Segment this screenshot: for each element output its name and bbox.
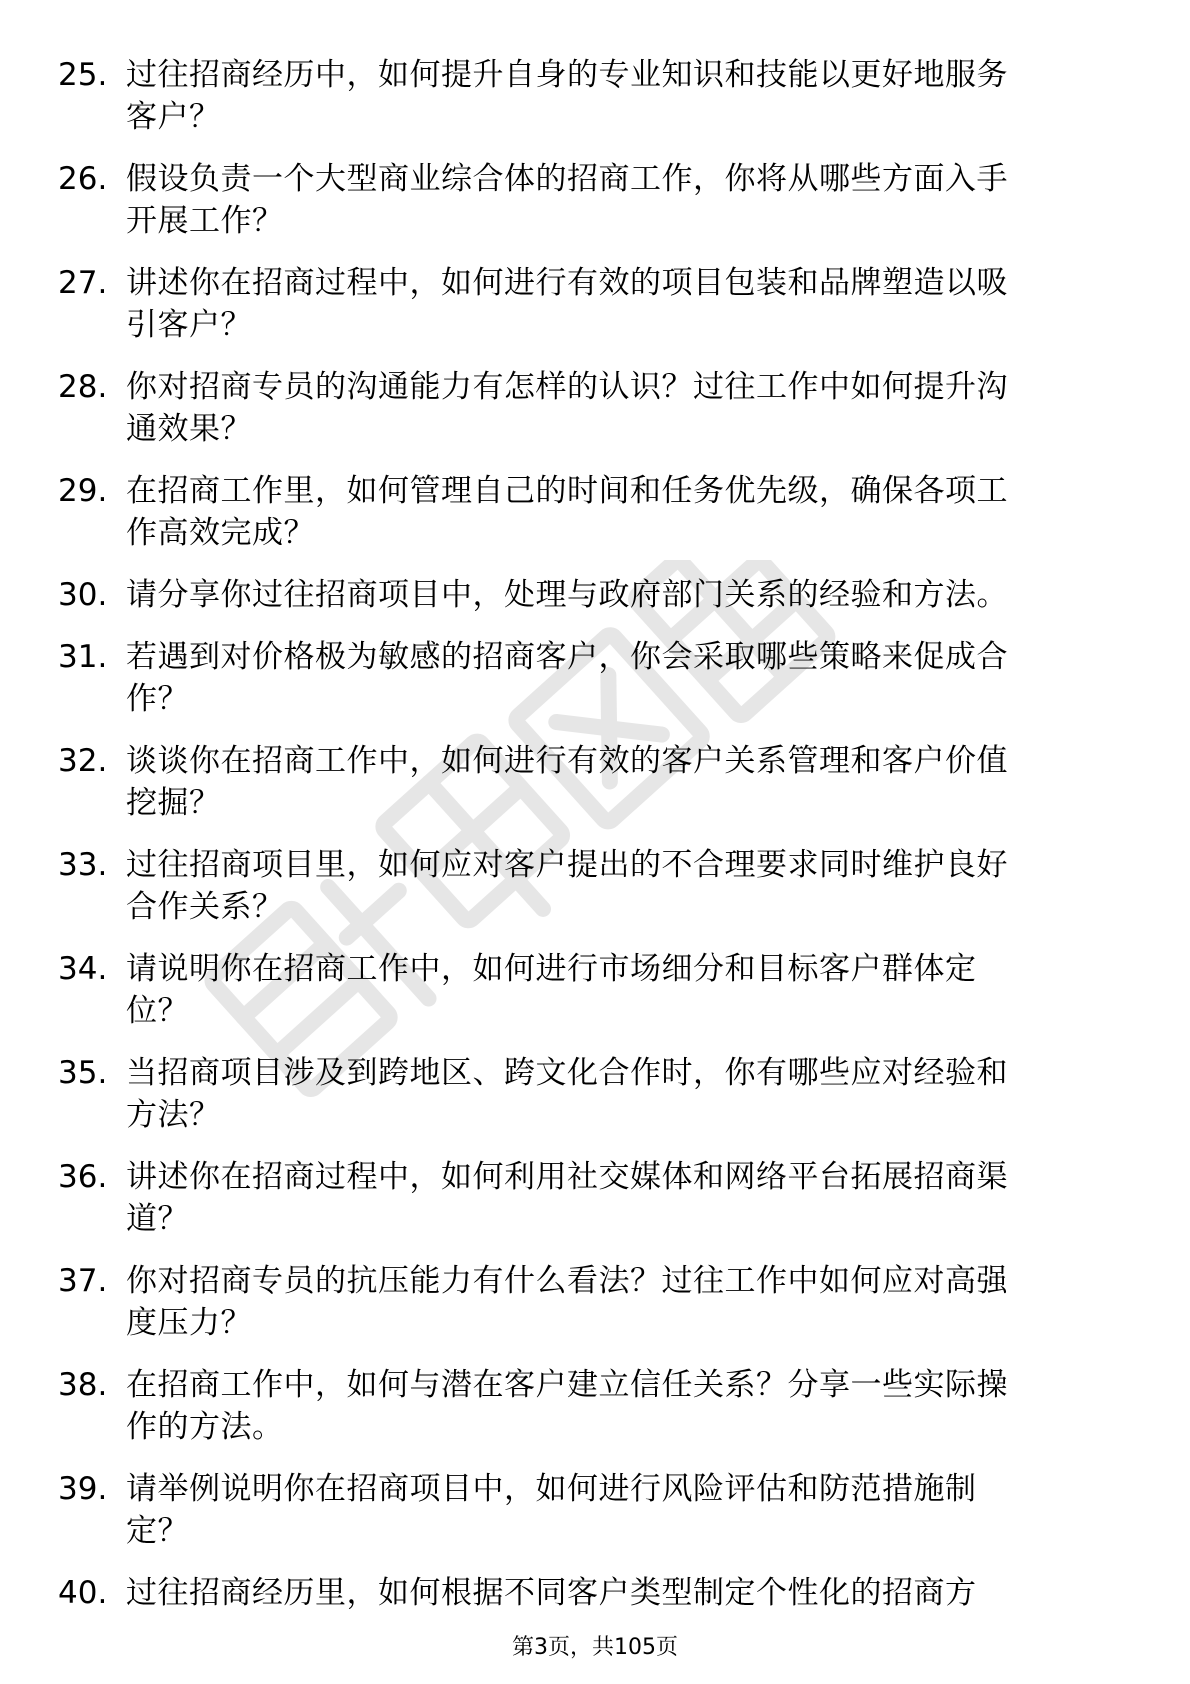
question-text	[126, 636, 1166, 720]
question-number: 40.	[58, 1575, 108, 1611]
question-number: 38.	[58, 1367, 108, 1403]
question-text-line: 位？	[126, 993, 189, 1029]
question-item	[58, 948, 1118, 1052]
question-text	[126, 1260, 1166, 1344]
question-text	[126, 1156, 1166, 1240]
question-item	[58, 1364, 1118, 1468]
question-item	[58, 1468, 1118, 1572]
question-text	[126, 1468, 1166, 1552]
question-text-line: 请举例说明你在招商项目中，如何进行风险评估和防范措施制	[126, 1471, 977, 1507]
question-number: 39.	[58, 1471, 108, 1507]
question-number: 32.	[58, 743, 108, 779]
question-item	[58, 844, 1118, 948]
question-text	[126, 1052, 1166, 1136]
question-text-line: 挖掘？	[126, 785, 221, 821]
question-text-line: 通效果？	[126, 411, 252, 447]
question-item	[58, 1572, 1118, 1634]
question-number: 31.	[58, 639, 108, 675]
question-number: 35.	[58, 1055, 108, 1091]
question-text-line: 在招商工作中，如何与潜在客户建立信任关系？分享一些实际操	[126, 1367, 1008, 1403]
question-text	[126, 262, 1166, 346]
question-item	[58, 1156, 1118, 1260]
question-item	[58, 366, 1118, 470]
question-number: 36.	[58, 1159, 108, 1195]
question-text-line: 过往招商项目里，如何应对客户提出的不合理要求同时维护良好	[126, 847, 1008, 883]
question-text-line: 方法？	[126, 1097, 221, 1133]
question-text-line: 开展工作？	[126, 203, 284, 239]
question-number: 28.	[58, 369, 108, 405]
question-number: 29.	[58, 473, 108, 509]
question-text-line: 假设负责一个大型商业综合体的招商工作，你将从哪些方面入手	[126, 161, 1008, 197]
question-item	[58, 54, 1118, 158]
question-number: 34.	[58, 951, 108, 987]
question-text-line: 引客户？	[126, 307, 252, 343]
question-text	[126, 740, 1166, 824]
question-item	[58, 470, 1118, 574]
question-text-line: 定？	[126, 1513, 189, 1549]
question-text-line: 在招商工作里，如何管理自己的时间和任务优先级，确保各项工	[126, 473, 1008, 509]
question-item	[58, 1260, 1118, 1364]
question-text-line: 谈谈你在招商工作中，如何进行有效的客户关系管理和客户价值	[126, 743, 1008, 779]
question-item	[58, 574, 1118, 636]
question-text-line: 作？	[126, 681, 189, 717]
question-text	[126, 366, 1166, 450]
question-text	[126, 158, 1166, 242]
question-item	[58, 740, 1118, 844]
question-text-line: 请说明你在招商工作中，如何进行市场细分和目标客户群体定	[126, 951, 977, 987]
question-text	[126, 844, 1166, 928]
question-number: 37.	[58, 1263, 108, 1299]
question-item	[58, 262, 1118, 366]
question-text-line: 当招商项目涉及到跨地区、跨文化合作时，你有哪些应对经验和	[126, 1055, 1008, 1091]
question-text-line: 你对招商专员的沟通能力有怎样的认识？过往工作中如何提升沟	[126, 369, 1008, 405]
question-text	[126, 574, 1166, 616]
question-text	[126, 1572, 1166, 1614]
question-item	[58, 636, 1118, 740]
question-text-line: 度压力？	[126, 1305, 252, 1341]
question-number: 25.	[58, 57, 108, 93]
question-number: 33.	[58, 847, 108, 883]
question-text-line: 讲述你在招商过程中，如何利用社交媒体和网络平台拓展招商渠	[126, 1159, 1008, 1195]
question-text-line: 合作关系？	[126, 889, 284, 925]
question-text-line: 若遇到对价格极为敏感的招商客户，你会采取哪些策略来促成合	[126, 639, 1008, 675]
question-number: 27.	[58, 265, 108, 301]
page-number-footer: 第3页，共105页	[512, 1635, 678, 1660]
question-list	[58, 54, 1118, 1634]
question-item	[58, 1052, 1118, 1156]
question-text-line: 过往招商经历里，如何根据不同客户类型制定个性化的招商方	[126, 1575, 977, 1611]
question-text-line: 道？	[126, 1201, 189, 1237]
question-item	[58, 158, 1118, 262]
question-text	[126, 948, 1166, 1032]
question-text-line: 讲述你在招商过程中，如何进行有效的项目包装和品牌塑造以吸	[126, 265, 1008, 301]
question-text-line: 请分享你过往招商项目中，处理与政府部门关系的经验和方法。	[126, 577, 1008, 613]
question-number: 30.	[58, 577, 108, 613]
question-number: 26.	[58, 161, 108, 197]
question-text-line: 客户？	[126, 99, 221, 135]
question-text-line: 过往招商经历中，如何提升自身的专业知识和技能以更好地服务	[126, 57, 1008, 93]
question-text	[126, 54, 1166, 138]
question-text-line: 你对招商专员的抗压能力有什么看法？过往工作中如何应对高强	[126, 1263, 1008, 1299]
question-text	[126, 470, 1166, 554]
question-text-line: 作高效完成？	[126, 515, 315, 551]
question-text-line: 作的方法。	[126, 1409, 284, 1445]
question-text	[126, 1364, 1166, 1448]
